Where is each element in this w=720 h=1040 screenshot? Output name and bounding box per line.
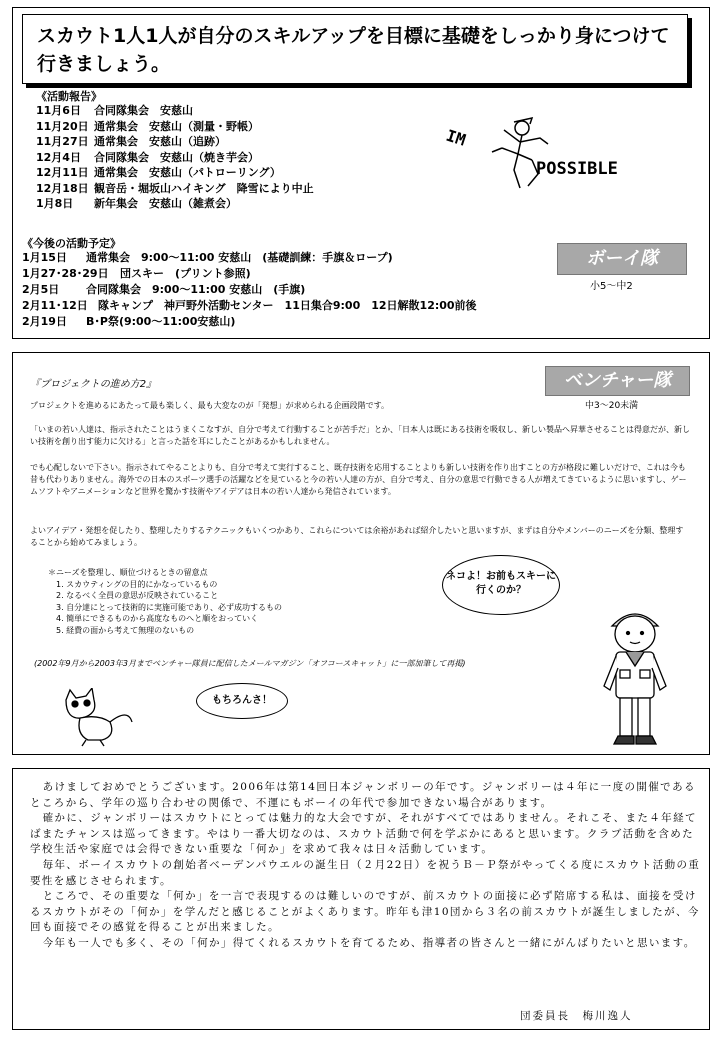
essay-paragraph: 今年も一人でも多く、その「何か」得てくれるスカウトを育てるため、指導者の皆さんと一緒にがんばりたいと思います。 — [42, 936, 696, 949]
plan-date: 1月15日 — [22, 251, 67, 264]
scout-boy-illustration — [590, 600, 680, 750]
list-item — [22, 314, 477, 330]
cartoon-text-possible: POSSIBLE — [536, 159, 618, 179]
plan-date: 1月27･28･29日 — [22, 267, 109, 280]
list-item — [22, 282, 477, 298]
list-item — [36, 181, 314, 197]
list-item: 5. 経費の面から考えて無理のないもの — [56, 625, 195, 635]
report-text: 通常集会 安慈山（追跡） — [94, 135, 226, 148]
essay-paragraph: 確かに、ジャンボリーはスカウトにとっては魅力的な大会ですが、それがすべてではありません。それこそ、また４年経てばまたチャンスは巡ってきます。やはり一番大切なのは、スカウト活動で何を学ぶかにあると思います。クラブ活動を含めた学校生活や家庭では会得できない重要な「何か」を求めて我々は日々活動しています。 — [30, 812, 697, 856]
list-item — [36, 196, 314, 212]
list-item — [36, 165, 314, 181]
scout-speech-bubble: ネコよ！お前もスキーに行くのか？ — [442, 555, 560, 615]
plan-text: B･P祭(9:00～11:00安慈山) — [86, 315, 236, 328]
report-date: 12月18日 — [36, 181, 89, 195]
essay-signature: 団委員長 梅川逸人 — [520, 1010, 633, 1022]
list-item: 1. スカウティングの目的にかなっているもの — [56, 579, 218, 589]
upcoming-title: 《今後の活動予定》 — [22, 237, 121, 250]
report-text: 合同隊集会 安慈山（焼き芋会） — [94, 150, 259, 164]
list-item — [36, 150, 314, 166]
new-year-essay — [30, 780, 702, 952]
list-item: 2. なるべく全員の意思が反映されていること — [56, 591, 219, 600]
report-date: 12月11日 — [36, 166, 89, 179]
essay-paragraph: あけましておめでとうございます。2006年は第14回日本ジャンボリーの年です。ジャンボリーは４年に一度の開催であるところから、学年の巡り合わせの関係で、不運にもボーイの年代で参加できない場合があります。 — [30, 781, 696, 809]
plan-text: 通常集会 9:00～11:00 安慈山 (基礎訓練：手旗＆ロープ) — [86, 251, 393, 264]
plan-date: 2月19日 — [22, 315, 67, 328]
impossible-cartoon-illustration — [440, 108, 640, 208]
essay-paragraph: ところで、その重要な「何か」を一言で表現するのは難しいのですが、前スカウトの面接に必ず陪席する私は、面接を受けるスカウトがその「何か」を学んだと感じることがよくあります。昨年も津10団から３名の前スカウトが誕生しましたが、今回も面接でその感覚を得ることが出来ました。 — [30, 890, 700, 934]
report-date: 11月6日 — [36, 104, 81, 117]
headline-box — [22, 14, 688, 84]
list-item — [22, 298, 477, 314]
report-date: 11月27日 — [36, 135, 89, 148]
list-item — [36, 134, 314, 150]
plan-date: 2月11･12日 — [22, 299, 88, 312]
needs-list — [48, 567, 282, 636]
report-text: 通常集会 安慈山（測量・野帳） — [94, 119, 259, 133]
report-text: 通常集会 安慈山（パトローリング） — [94, 166, 281, 179]
list-item — [22, 266, 477, 282]
list-item — [36, 103, 314, 119]
plan-text: 合同隊集会 9:00～11:00 安慈山 (手旗) — [86, 283, 306, 296]
project-paragraph: プロジェクトを進めるにあたって最も楽しく、最も大変なのが「発想」が求められる企画段階です。 — [30, 401, 390, 410]
needs-title: ＊ニーズを整理し、順位づけるときの留意点 — [48, 568, 208, 577]
activity-report-title: 《活動報告》 — [36, 90, 102, 103]
boy-troop-badge: ボーイ隊 — [557, 243, 687, 275]
list-item — [36, 119, 314, 135]
plan-text: 団スキー (プリント参照) — [120, 267, 251, 280]
essay-paragraph: 毎年、ボーイスカウトの創始者ベーデンパウエルの誕生日（２月22日）を祝うＢ－Ｐ祭がやってくる度にスカウト活動の重要性を感じさせられます。 — [30, 858, 701, 887]
boy-troop-range: 小5～中2 — [590, 281, 633, 292]
report-text: 新年集会 安慈山（雑煮会） — [94, 197, 237, 210]
report-date: 12月4日 — [36, 150, 81, 164]
list-item — [22, 250, 477, 266]
list-item: 4. 簡単にできるものから高度なものへと順をおっていく — [56, 614, 259, 623]
project-paragraph: 「いまの若い人達は、指示されたことはうまくこなすが、自分で考えて行動することが苦手だ」とか、「日本人は既にある技術を吸収し、新しい製品へ昇華させることは得意だが、新しい技術を創り出す能力に欠ける」と言った話を耳にしたことがあるかもしれません。 — [30, 425, 690, 446]
venture-troop-range: 中3～20未満 — [585, 401, 639, 411]
plan-date: 2月5日 — [22, 283, 60, 296]
report-text: 合同隊集会 安慈山 — [94, 104, 193, 117]
report-date: 1月8日 — [36, 197, 74, 210]
project-paragraph: よいアイデア・発想を促したり、整理したりするテクニックもいくつかあり、これらについては余裕があれば紹介したいと思いますが、まずは自分やメンバーのニーズを分類、整理することから始めてみましょう。 — [30, 526, 684, 547]
plan-text: 隊キャンプ 神戸野外活動センター 11日集合9:00 12日解散12:00前後 — [98, 299, 477, 312]
report-text: 観音岳・堀坂山ハイキング 降雪により中止 — [94, 181, 314, 195]
project-title: 『プロジェクトの進め方2』 — [30, 379, 157, 390]
activity-report-list — [36, 103, 314, 212]
project-source-note: (2002年9月から2003年3月までベンチャー隊員に配信したメールマガジン「オフコースキャット」に一部加筆して再掲) — [34, 659, 466, 668]
upcoming-list — [22, 250, 477, 330]
cat-illustration — [58, 688, 138, 748]
report-date: 11月20日 — [36, 119, 89, 133]
venture-troop-badge: ベンチャー隊 — [545, 366, 690, 396]
list-item: 3. 自分達にとって技術的に実施可能であり、必ず成功するもの — [56, 602, 283, 612]
cat-speech-bubble: もちろんさ！ — [196, 683, 288, 719]
cartoon-text-im: IM — [443, 125, 469, 150]
headline: スカウト1人1人が自分のスキルアップを目標に基礎をしっかり身につけて行きましょう。 — [37, 25, 670, 75]
project-paragraph: でも心配しないで下さい。指示されてやることよりも、自分で考えて実行すること、既存技術を応用することよりも新しい技術を作り出すことの方が格段に難しいだけで、これは今も昔も代わりありません。海外での日本のスポーツ選手の活躍などを見ていると今の若い人達の方が、自分で考え、自分の意思で行動できる人が増えてきているように思いますし、ゲームソフトやアニメーションなど世界を驚かす技術やアイデアは日本の若い人達から発信されています。 — [30, 463, 687, 496]
